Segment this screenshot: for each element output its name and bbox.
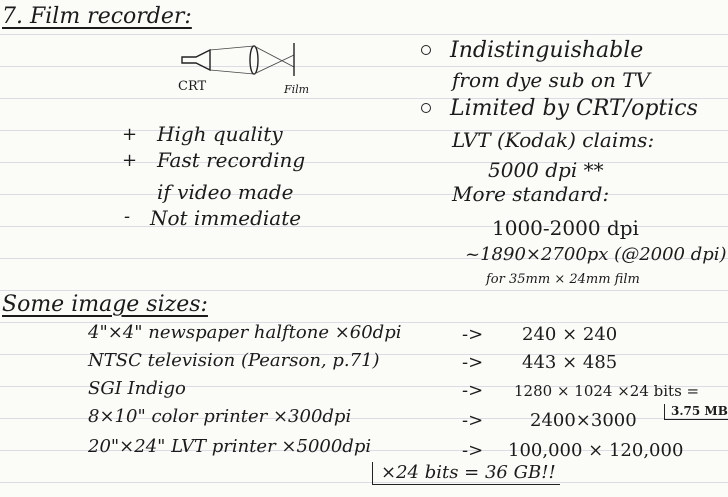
size-label: NTSC television (Pearson, p.71) xyxy=(88,350,380,371)
size-value: 240 × 240 xyxy=(522,324,618,345)
note-line: More standard: xyxy=(452,182,610,206)
page-rule xyxy=(0,34,728,35)
note-line: 5000 dpi ** xyxy=(488,158,604,182)
size-label: 20"×24" LVT printer ×5000dpi xyxy=(88,436,372,457)
page-rule xyxy=(0,194,728,195)
note-line: ~1890×2700px (@2000 dpi) xyxy=(465,244,727,265)
size-value: 100,000 × 120,000 xyxy=(508,440,684,461)
page-rule xyxy=(0,482,728,483)
note-line: 1000-2000 dpi xyxy=(492,216,639,240)
size-label: 4"×4" newspaper halftone ×60dpi xyxy=(88,322,402,343)
note-line: LVT (Kodak) claims: xyxy=(452,128,655,152)
size-label: 8×10" color printer ×300dpi xyxy=(88,406,352,427)
size-value: 2400×3000 xyxy=(530,410,637,431)
section-heading: 7. Film recorder: xyxy=(2,4,192,29)
note-line: from dye sub on TV xyxy=(452,68,650,92)
indigo-note: 3.75 MB xyxy=(664,404,728,420)
size-value: 443 × 485 xyxy=(522,352,618,373)
pro-sign: + xyxy=(122,124,138,145)
size-value: 1280 × 1024 ×24 bits = xyxy=(514,382,700,400)
bullet-icon xyxy=(421,45,431,55)
size-arrow: -> xyxy=(462,440,484,461)
size-arrow: -> xyxy=(462,324,484,345)
lvt-note: ×24 bits = 36 GB!! xyxy=(372,462,560,485)
size-label: SGI Indigo xyxy=(88,378,186,399)
note-line: Indistinguishable xyxy=(450,38,644,63)
pro-item: Fast recording xyxy=(157,148,306,172)
pro-item: High quality xyxy=(157,122,283,146)
page-rule xyxy=(0,162,728,163)
con-sign: - xyxy=(124,206,131,227)
film-label: Film xyxy=(284,83,310,96)
bullet-icon xyxy=(421,103,431,113)
pro-sign: + xyxy=(122,150,138,171)
note-line: for 35mm × 24mm film xyxy=(486,272,640,287)
size-arrow: -> xyxy=(462,410,484,431)
con-item: Not immediate xyxy=(150,206,302,230)
page-rule xyxy=(0,290,728,291)
sizes-heading: Some image sizes: xyxy=(2,292,208,317)
crt-label: CRT xyxy=(178,79,207,94)
pro-item-continued: if video made xyxy=(157,180,294,204)
size-arrow: -> xyxy=(462,352,484,373)
note-line: Limited by CRT/optics xyxy=(450,96,698,121)
size-arrow: -> xyxy=(462,380,484,401)
page-rule xyxy=(0,66,728,67)
